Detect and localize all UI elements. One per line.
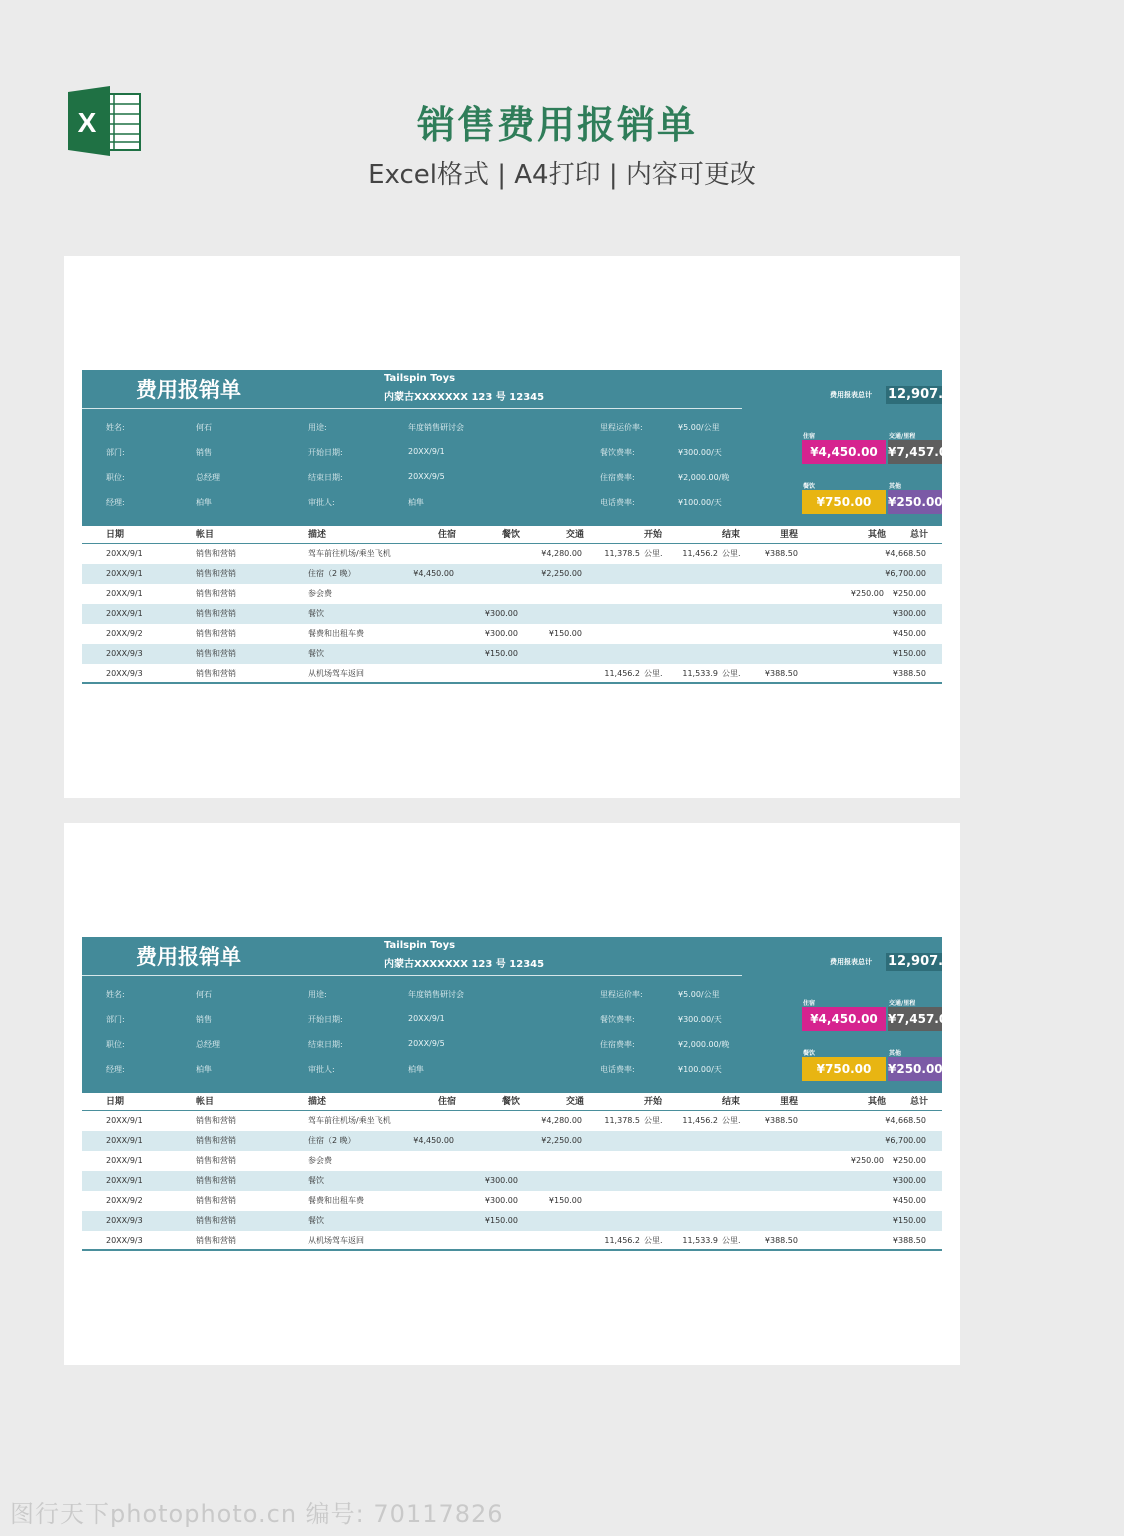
meals-tile-label: 餐饮: [803, 483, 816, 490]
approver-value: 柏隼: [408, 1065, 424, 1074]
table-header: [82, 1093, 942, 1111]
divider: [82, 975, 742, 976]
cell-date: 20XX/9/3: [106, 649, 143, 658]
cell-account: 销售和营销: [196, 1156, 236, 1165]
cell-end: 11,456.2: [682, 1116, 718, 1125]
cell-description: 驾车前往机场/乘坐飞机: [308, 549, 391, 558]
cell-meals: ¥300.00: [484, 629, 518, 638]
cell-total: ¥150.00: [892, 1216, 926, 1225]
cell-description: 餐饮: [308, 649, 324, 658]
cell-total: ¥250.00: [892, 1156, 926, 1165]
company-name: Tailspin Toys: [384, 940, 456, 951]
table-row: [82, 1111, 942, 1131]
cell-mileage: ¥388.50: [764, 1116, 798, 1125]
cell-total: ¥450.00: [892, 629, 926, 638]
col-meals: 餐饮: [501, 530, 520, 540]
table-row: [82, 624, 942, 644]
dept-value: 销售: [196, 448, 212, 457]
expense-sheet: [82, 370, 956, 684]
cell-mileage: ¥388.50: [764, 669, 798, 678]
total-value: 12,907.0: [888, 387, 953, 402]
sheet-banner: [82, 937, 956, 1093]
cell-account: 销售和营销: [196, 1136, 236, 1145]
name-label: 姓名:: [106, 423, 125, 432]
table-row: [82, 1231, 942, 1251]
cell-date: 20XX/9/1: [106, 1116, 143, 1125]
table-row: [82, 564, 942, 584]
col-mileage: 里程: [779, 530, 798, 540]
purpose-value: 年度销售研讨会: [408, 990, 464, 999]
purpose-label: 用途:: [308, 423, 327, 432]
cell-description: 驾车前往机场/乘坐飞机: [308, 1116, 391, 1125]
col-other: 其他: [867, 530, 886, 540]
expense-table: [82, 1093, 942, 1251]
cell-end-unit: 公里.: [722, 1116, 741, 1125]
table-row: [82, 1151, 942, 1171]
cell-transport: ¥2,250.00: [541, 1136, 582, 1145]
cell-start: 11,456.2: [604, 669, 640, 678]
lodging-tile-label: 住宿: [803, 433, 816, 440]
cell-date: 20XX/9/3: [106, 1236, 143, 1245]
dept-label: 部门:: [106, 448, 125, 457]
col-total: 总计: [909, 1097, 928, 1107]
col-date: 日期: [106, 1097, 125, 1107]
cell-description: 餐费和出租车费: [308, 629, 364, 638]
name-value: 何石: [196, 990, 212, 999]
excel-logo-letter: X: [77, 107, 97, 138]
transport-tile-label: 交通/里程: [889, 433, 916, 440]
col-meals: 餐饮: [501, 1097, 520, 1107]
company-address: 内蒙古XXXXXXX 123 号 12345: [384, 392, 545, 403]
cell-start: 11,378.5: [604, 549, 640, 558]
manager-value: 柏隼: [196, 1065, 212, 1074]
phone-rate-label: 电话费率:: [600, 1065, 635, 1074]
expense-table: [82, 526, 942, 684]
total-label: 费用报表总计: [830, 958, 872, 966]
total-value: 12,907.0: [888, 954, 953, 969]
cell-meals: ¥150.00: [484, 649, 518, 658]
other-tile: ¥250.00: [888, 490, 942, 514]
total-label: 费用报表总计: [830, 391, 872, 399]
sheet-banner: [82, 370, 956, 526]
cell-total: ¥250.00: [892, 589, 926, 598]
cell-description: 参会费: [308, 1156, 332, 1165]
cell-total: ¥388.50: [892, 669, 926, 678]
col-start: 开始: [643, 1097, 662, 1107]
lodging-rate-label: 住宿费率:: [600, 473, 635, 482]
cell-date: 20XX/9/1: [106, 1156, 143, 1165]
manager-label: 经理:: [106, 498, 125, 507]
start-date-value: 20XX/9/1: [408, 447, 445, 456]
cell-account: 销售和营销: [196, 589, 236, 598]
cell-date: 20XX/9/1: [106, 609, 143, 618]
meal-rate-label: 餐饮费率:: [600, 1015, 635, 1024]
end-date-value: 20XX/9/5: [408, 472, 445, 481]
approver-label: 审批人:: [308, 498, 335, 507]
cell-total: ¥4,668.50: [885, 1116, 926, 1125]
purpose-value: 年度销售研讨会: [408, 423, 464, 432]
cell-date: 20XX/9/1: [106, 589, 143, 598]
col-mileage: 里程: [779, 1097, 798, 1107]
cell-other: ¥250.00: [850, 589, 884, 598]
col-date: 日期: [106, 530, 125, 540]
cell-date: 20XX/9/2: [106, 629, 143, 638]
table-row: [82, 1191, 942, 1211]
transport-tile-label: 交通/里程: [889, 1000, 916, 1007]
cell-start-unit: 公里.: [644, 549, 663, 558]
start-date-value: 20XX/9/1: [408, 1014, 445, 1023]
mileage-rate-value: ¥5.00/公里: [678, 423, 720, 432]
cell-account: 销售和营销: [196, 669, 236, 678]
col-description: 描述: [308, 530, 327, 540]
company-name: Tailspin Toys: [384, 373, 456, 384]
col-account: 帐目: [196, 530, 215, 540]
cell-account: 销售和营销: [196, 1196, 236, 1205]
cell-start: 11,456.2: [604, 1236, 640, 1245]
table-row: [82, 544, 942, 564]
cell-description: 住宿（2 晚）: [308, 569, 356, 578]
page-title: 销售费用报销单: [416, 103, 697, 147]
cell-date: 20XX/9/2: [106, 1196, 143, 1205]
cell-total: ¥300.00: [892, 1176, 926, 1185]
phone-rate-value: ¥100.00/天: [678, 498, 722, 507]
preview-card: [64, 823, 960, 1365]
table-body: [82, 544, 942, 684]
table-body: [82, 1111, 942, 1251]
position-value: 总经理: [196, 473, 220, 482]
col-lodging: 住宿: [437, 530, 456, 540]
cell-start-unit: 公里.: [644, 1236, 663, 1245]
sheet-title: 费用报销单: [136, 378, 241, 402]
col-total: 总计: [909, 530, 928, 540]
expense-sheet: [82, 937, 956, 1251]
col-lodging: 住宿: [437, 1097, 456, 1107]
cell-meals: ¥300.00: [484, 1176, 518, 1185]
cell-meals: ¥300.00: [484, 609, 518, 618]
end-date-label: 结束日期:: [308, 1040, 343, 1049]
cell-total: ¥6,700.00: [885, 569, 926, 578]
meal-rate-value: ¥300.00/天: [678, 1015, 722, 1024]
cell-date: 20XX/9/1: [106, 549, 143, 558]
cell-account: 销售和营销: [196, 1236, 236, 1245]
cell-start-unit: 公里.: [644, 1116, 663, 1125]
cell-end: 11,456.2: [682, 549, 718, 558]
col-description: 描述: [308, 1097, 327, 1107]
cell-meals: ¥150.00: [484, 1216, 518, 1225]
col-other: 其他: [867, 1097, 886, 1107]
meal-rate-label: 餐饮费率:: [600, 448, 635, 457]
approver-value: 柏隼: [408, 498, 424, 507]
table-header: [82, 526, 942, 544]
cell-account: 销售和营销: [196, 629, 236, 638]
transport-tile: ¥7,457.00: [888, 1007, 942, 1031]
cell-transport: ¥4,280.00: [541, 549, 582, 558]
cell-description: 餐饮: [308, 1216, 324, 1225]
meal-rate-value: ¥300.00/天: [678, 448, 722, 457]
col-end: 结束: [721, 1097, 740, 1107]
meals-tile-label: 餐饮: [803, 1050, 816, 1057]
cell-start-unit: 公里.: [644, 669, 663, 678]
table-row: [82, 664, 942, 684]
position-label: 职位:: [106, 473, 125, 482]
name-value: 何石: [196, 423, 212, 432]
page-subtitle: Excel格式 | A4打印 | 内容可更改: [368, 160, 756, 190]
col-transport: 交通: [565, 1097, 584, 1107]
other-tile: ¥250.00: [888, 1057, 942, 1081]
cell-account: 销售和营销: [196, 1216, 236, 1225]
cell-total: ¥6,700.00: [885, 1136, 926, 1145]
col-end: 结束: [721, 530, 740, 540]
end-date-value: 20XX/9/5: [408, 1039, 445, 1048]
lodging-rate-value: ¥2,000.00/晚: [678, 1040, 730, 1049]
cell-account: 销售和营销: [196, 569, 236, 578]
dept-label: 部门:: [106, 1015, 125, 1024]
cell-start: 11,378.5: [604, 1116, 640, 1125]
table-row: [82, 1131, 942, 1151]
cell-total: ¥388.50: [892, 1236, 926, 1245]
table-row: [82, 1171, 942, 1191]
mileage-rate-value: ¥5.00/公里: [678, 990, 720, 999]
cell-total: ¥4,668.50: [885, 549, 926, 558]
cell-date: 20XX/9/3: [106, 669, 143, 678]
cell-description: 住宿（2 晚）: [308, 1136, 356, 1145]
cell-description: 从机场驾车返回: [308, 1236, 364, 1245]
cell-description: 餐费和出租车费: [308, 1196, 364, 1205]
col-start: 开始: [643, 530, 662, 540]
other-tile-label: 其他: [889, 1050, 902, 1057]
col-account: 帐目: [196, 1097, 215, 1107]
phone-rate-label: 电话费率:: [600, 498, 635, 507]
watermark: 图行天下photophoto.cn 编号: 70117826: [10, 1500, 504, 1528]
company-address: 内蒙古XXXXXXX 123 号 12345: [384, 959, 545, 970]
cell-end: 11,533.9: [682, 669, 718, 678]
col-transport: 交通: [565, 530, 584, 540]
cell-other: ¥250.00: [850, 1156, 884, 1165]
cell-meals: ¥300.00: [484, 1196, 518, 1205]
cell-total: ¥300.00: [892, 609, 926, 618]
start-date-label: 开始日期:: [308, 448, 343, 457]
cell-end-unit: 公里.: [722, 1236, 741, 1245]
cell-transport: ¥150.00: [548, 1196, 582, 1205]
name-label: 姓名:: [106, 990, 125, 999]
cell-date: 20XX/9/1: [106, 1176, 143, 1185]
cell-mileage: ¥388.50: [764, 1236, 798, 1245]
cell-end-unit: 公里.: [722, 549, 741, 558]
meals-tile: ¥750.00: [802, 490, 886, 514]
cell-account: 销售和营销: [196, 649, 236, 658]
position-value: 总经理: [196, 1040, 220, 1049]
cell-account: 销售和营销: [196, 1116, 236, 1125]
lodging-rate-label: 住宿费率:: [600, 1040, 635, 1049]
dept-value: 销售: [196, 1015, 212, 1024]
cell-description: 餐饮: [308, 609, 324, 618]
cell-lodging: ¥4,450.00: [413, 569, 454, 578]
cell-transport: ¥150.00: [548, 629, 582, 638]
cell-total: ¥150.00: [892, 649, 926, 658]
cell-date: 20XX/9/1: [106, 1136, 143, 1145]
cell-account: 销售和营销: [196, 1176, 236, 1185]
phone-rate-value: ¥100.00/天: [678, 1065, 722, 1074]
mileage-rate-label: 里程运价率:: [600, 423, 643, 432]
meals-tile: ¥750.00: [802, 1057, 886, 1081]
start-date-label: 开始日期:: [308, 1015, 343, 1024]
table-row: [82, 1211, 942, 1231]
end-date-label: 结束日期:: [308, 473, 343, 482]
manager-label: 经理:: [106, 1065, 125, 1074]
cell-total: ¥450.00: [892, 1196, 926, 1205]
other-tile-label: 其他: [889, 483, 902, 490]
cell-description: 从机场驾车返回: [308, 669, 364, 678]
cell-description: 餐饮: [308, 1176, 324, 1185]
cell-lodging: ¥4,450.00: [413, 1136, 454, 1145]
cell-date: 20XX/9/1: [106, 569, 143, 578]
transport-tile: ¥7,457.00: [888, 440, 942, 464]
position-label: 职位:: [106, 1040, 125, 1049]
table-row: [82, 644, 942, 664]
table-row: [82, 584, 942, 604]
cell-mileage: ¥388.50: [764, 549, 798, 558]
cell-description: 参会费: [308, 589, 332, 598]
approver-label: 审批人:: [308, 1065, 335, 1074]
cell-account: 销售和营销: [196, 549, 236, 558]
table-row: [82, 604, 942, 624]
lodging-tile-label: 住宿: [803, 1000, 816, 1007]
lodging-tile: ¥4,450.00: [802, 440, 886, 464]
cell-account: 销售和营销: [196, 609, 236, 618]
cell-transport: ¥4,280.00: [541, 1116, 582, 1125]
manager-value: 柏隼: [196, 498, 212, 507]
lodging-tile: ¥4,450.00: [802, 1007, 886, 1031]
cell-date: 20XX/9/3: [106, 1216, 143, 1225]
divider: [82, 408, 742, 409]
purpose-label: 用途:: [308, 990, 327, 999]
lodging-rate-value: ¥2,000.00/晚: [678, 473, 730, 482]
mileage-rate-label: 里程运价率:: [600, 990, 643, 999]
cell-end-unit: 公里.: [722, 669, 741, 678]
preview-card: [64, 256, 960, 798]
cell-transport: ¥2,250.00: [541, 569, 582, 578]
sheet-title: 费用报销单: [136, 945, 241, 969]
cell-end: 11,533.9: [682, 1236, 718, 1245]
